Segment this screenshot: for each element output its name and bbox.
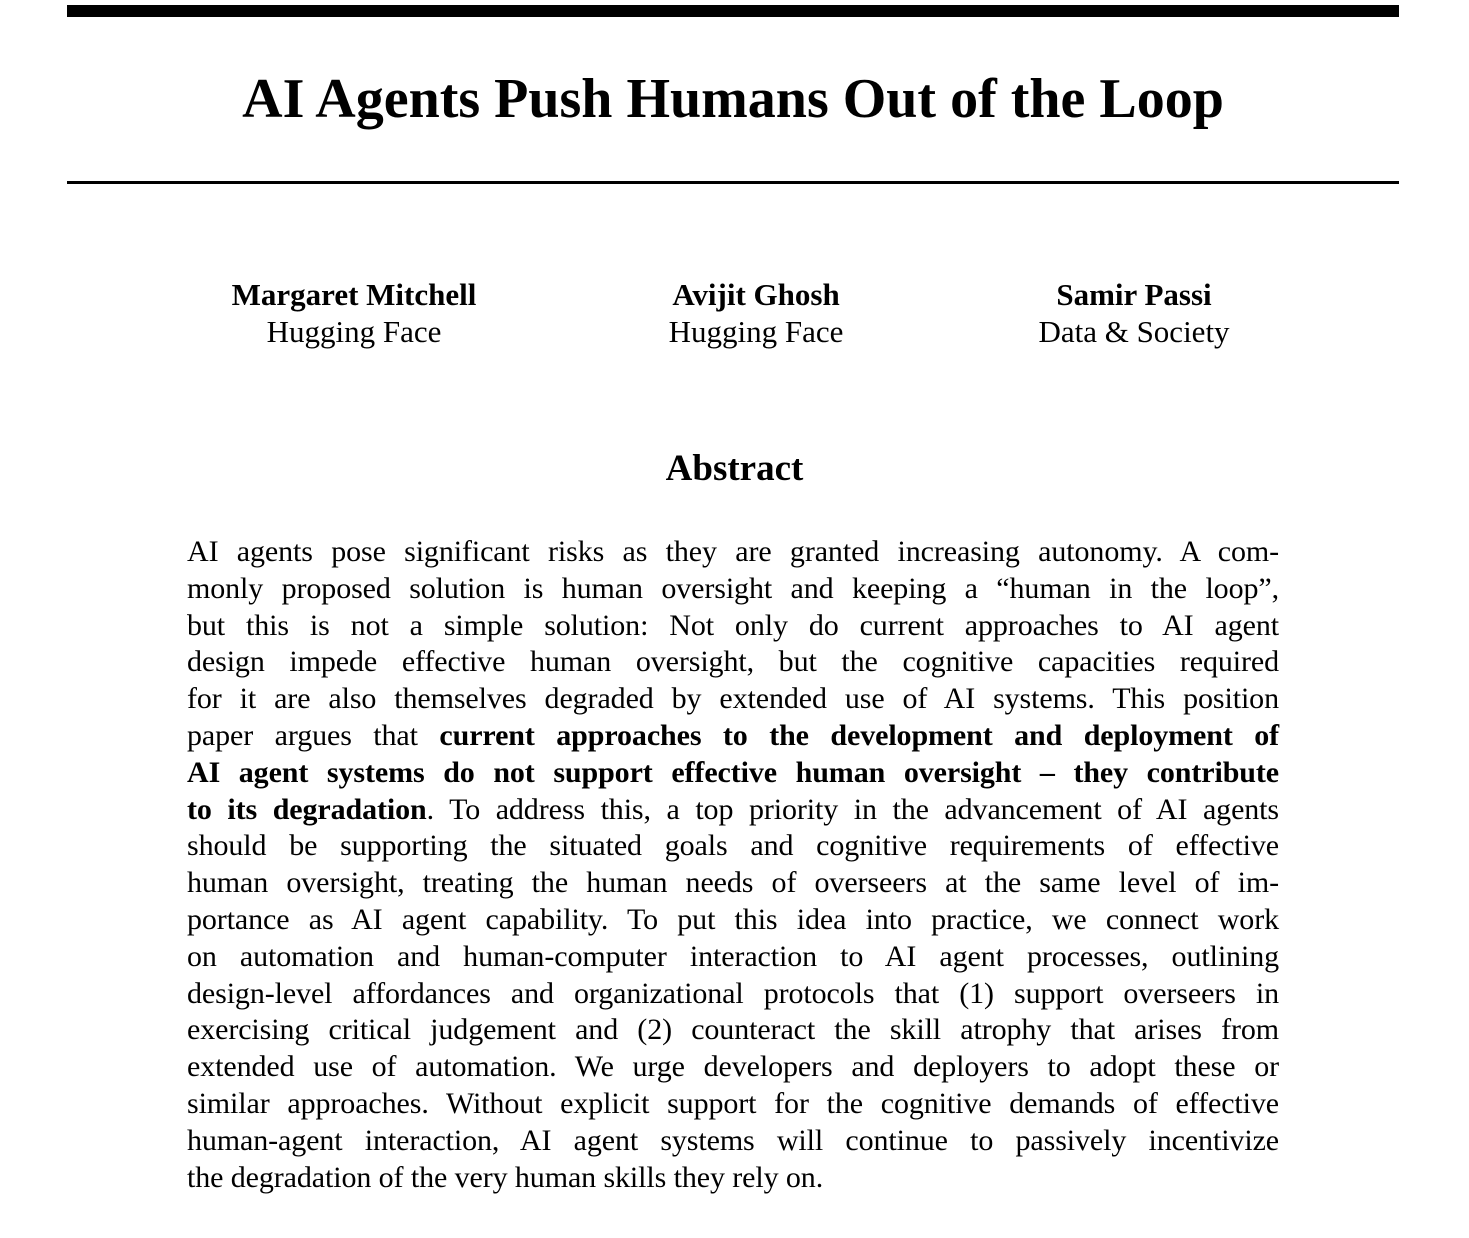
author-name: Avijit Ghosh xyxy=(672,277,840,312)
author-name: Samir Passi xyxy=(1056,277,1212,312)
abstract-segment: similar approaches. Without explicit support for the cognitive demands of effective xyxy=(187,1086,1279,1120)
abstract-line xyxy=(187,608,1279,645)
top-rule xyxy=(67,5,1399,17)
abstract-emphasis: to its degradation xyxy=(187,792,427,826)
abstract-line xyxy=(187,534,1279,571)
abstract-emphasis: current approaches to the development and deployment of xyxy=(439,718,1280,752)
abstract-line xyxy=(187,828,1279,865)
abstract-segment: human-agent interaction, AI agent systems will continue to passively incentivize xyxy=(187,1123,1279,1157)
abstract-segment: design-level affordances and organizational protocols that (1) support overseers in xyxy=(187,976,1279,1010)
author-3 xyxy=(934,276,1334,350)
abstract-emphasis: AI agent systems do not support effective human oversight – they contribute xyxy=(187,755,1279,789)
abstract-segment: human oversight, treating the human needs of overseers at the same level of im- xyxy=(187,866,1279,900)
abstract-line xyxy=(187,976,1279,1013)
abstract-heading: Abstract xyxy=(665,448,804,489)
author-2 xyxy=(556,276,956,350)
abstract-line xyxy=(187,902,1279,939)
abstract-line xyxy=(187,1049,1279,1086)
abstract-segment: AI agents pose significant risks as they are granted increasing autonomy. A com- xyxy=(187,535,1279,568)
abstract-segment: should be supporting the situated goals and cognitive requirements of effective xyxy=(187,829,1279,863)
abstract-line xyxy=(187,644,1279,681)
abstract-segment: on automation and human-computer interaction to AI agent processes, outlining xyxy=(187,939,1279,973)
abstract-line xyxy=(187,681,1279,718)
title-rule xyxy=(67,181,1399,184)
author-1 xyxy=(154,276,554,350)
abstract-segment: paper argues that xyxy=(187,718,440,752)
abstract-line xyxy=(187,792,1279,829)
abstract-line xyxy=(187,1086,1279,1123)
abstract-segment: but this is not a simple solution: Not only do current approaches to AI agent xyxy=(187,608,1279,642)
abstract-segment: portance as AI agent capability. To put this idea into practice, we connect work xyxy=(187,902,1279,936)
abstract-segment: monly proposed solution is human oversight and keeping a “human in the loop”, xyxy=(187,571,1279,605)
abstract-line xyxy=(187,755,1279,792)
abstract-line xyxy=(187,865,1279,902)
abstract-segment: . To address this, a top priority in the advancement of AI agents xyxy=(426,792,1279,826)
abstract-line xyxy=(187,1160,1279,1197)
abstract-line xyxy=(187,718,1279,755)
author-affiliation: Hugging Face xyxy=(266,314,442,349)
abstract-line xyxy=(187,1123,1279,1160)
abstract-text xyxy=(187,534,1279,1196)
abstract-segment: design impede effective human oversight, but the cognitive capacities required xyxy=(187,645,1279,679)
author-name: Margaret Mitchell xyxy=(231,277,477,312)
abstract-segment: exercising critical judgement and (2) counteract the skill atrophy that arises from xyxy=(187,1013,1279,1047)
paper-title: AI Agents Push Humans Out of the Loop xyxy=(242,68,1224,130)
abstract-segment: the degradation of the very human skills they rely on. xyxy=(187,1160,824,1194)
author-block xyxy=(0,276,1469,356)
abstract-line xyxy=(187,1012,1279,1049)
author-affiliation: Data & Society xyxy=(1038,314,1230,349)
abstract-segment: extended use of automation. We urge developers and deployers to adopt these or xyxy=(187,1050,1279,1084)
abstract-line xyxy=(187,939,1279,976)
abstract-line xyxy=(187,571,1279,608)
author-affiliation: Hugging Face xyxy=(668,314,844,349)
abstract-segment: for it are also themselves degraded by extended use of AI systems. This position xyxy=(187,682,1279,716)
